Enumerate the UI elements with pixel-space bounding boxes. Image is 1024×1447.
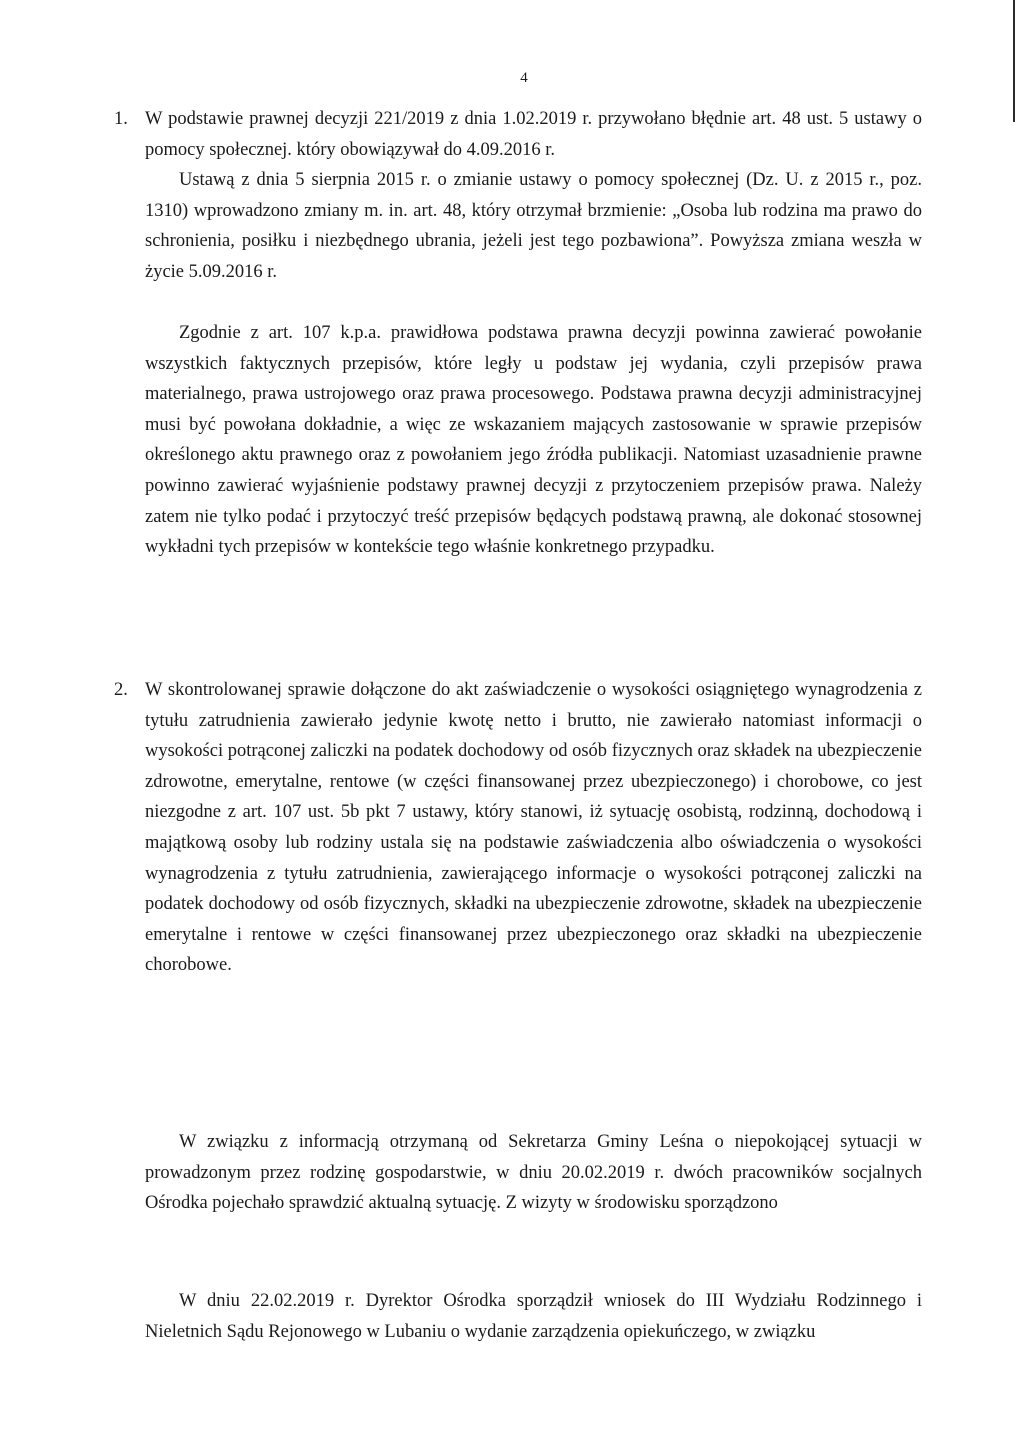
- list-item-1-number: 1.: [114, 109, 128, 129]
- paragraph-kpa-art-107: Zgodnie z art. 107 k.p.a. prawidłowa podstawa prawna decyzji powinna zawierać powołanie wszystkich faktycznych przepisów, które legły u podstaw jej wydania, czyli przepisów prawa materialnego, prawa ustrojowego oraz prawa procesowego. Podstawa prawna decyzji administracyjnej musi być powołana dokładnie, a więc ze wskazaniem mających zastosowanie w sprawie przepisów określonego aktu prawnego oraz z powołaniem jego źródła publikacji. Natomiast uzasadnienie prawne powinno zawierać wyjaśnienie podstawy prawnej decyzji z przytoczeniem przepisów prawa. Należy zatem nie tylko podać i przytoczyć treść przepisów będących podstawą prawną, ale dokonać stosownej wykładni tych przepisów w kontekście tego właśnie konkretnego przypadku.: [145, 323, 922, 558]
- paragraph-secretary-information: W związku z informacją otrzymaną od Sekretarza Gminy Leśna o niepokojącej sytuacji w prowadzonym przez rodzinę gospodarstwie, w dniu 20.02.2019 r. dwóch pracowników socjalnych Ośrodka pojechało sprawdzić aktualną sytuację. Z wizyty w środowisku sporządzono: [145, 1132, 922, 1214]
- list-item-1: [114, 104, 922, 165]
- paragraph-director-motion: W dniu 22.02.2019 r. Dyrektor Ośrodka sporządził wniosek do III Wydziału Rodzinnego i Nieletnich Sądu Rejonowego w Lubaniu o wydanie zarządzenia opiekuńczego, w związku: [145, 1291, 922, 1342]
- paragraph-amendment: Ustawą z dnia 5 sierpnia 2015 r. o zmianie ustawy o pomocy społecznej (Dz. U. z 2015 r., poz. 1310) wprowadzono zmiany m. in. art. 48, który otrzymał brzmienie: „Osoba lub rodzina ma prawo do schronienia, posiłku i niezbędnego ubrania, jeżeli jest tego pozbawiona”. Powyższa zmiana weszła w życie 5.09.2016 r.: [145, 170, 922, 282]
- list-item-1-text: W podstawie prawnej decyzji 221/2019 z dnia 1.02.2019 r. przywołano błędnie art. 48 ust. 5 ustawy o pomocy społecznej. który obowiązywał do 4.09.2016 r.: [145, 109, 922, 160]
- page-number: 4: [520, 70, 528, 86]
- list-item-2-number: 2.: [114, 680, 128, 700]
- scan-edge-line: [1013, 0, 1015, 122]
- list-item-2-text: W skontrolowanej sprawie dołączone do akt zaświadczenie o wysokości osiągniętego wynagrodzenia z tytułu zatrudnienia zawierało jedynie kwotę netto i brutto, nie zawierało natomiast informacji o wysokości potrąconej zaliczki na podatek dochodowy od osób fizycznych oraz składek na ubezpieczenie zdrowotne, emerytalne, rentowe (w części finansowanej przez ubezpieczonego) i chorobowe, co jest niezgodne z art. 107 ust. 5b pkt 7 ustawy, który stanowi, iż sytuację osobistą, rodzinną, dochodową i majątkową osoby lub rodziny ustala się na podstawie zaświadczenia albo oświadczenia o wysokości wynagrodzenia z tytułu zatrudnienia, zawierającego informacje o wysokości potrąconej zaliczki na podatek dochodowy od osób fizycznych, składki na ubezpieczenie zdrowotne, składek na ubezpieczenie emerytalne i rentowe w części finansowanej przez ubezpieczonego oraz składki na ubezpieczenie chorobowe.: [145, 680, 922, 976]
- list-item-2: [114, 675, 922, 981]
